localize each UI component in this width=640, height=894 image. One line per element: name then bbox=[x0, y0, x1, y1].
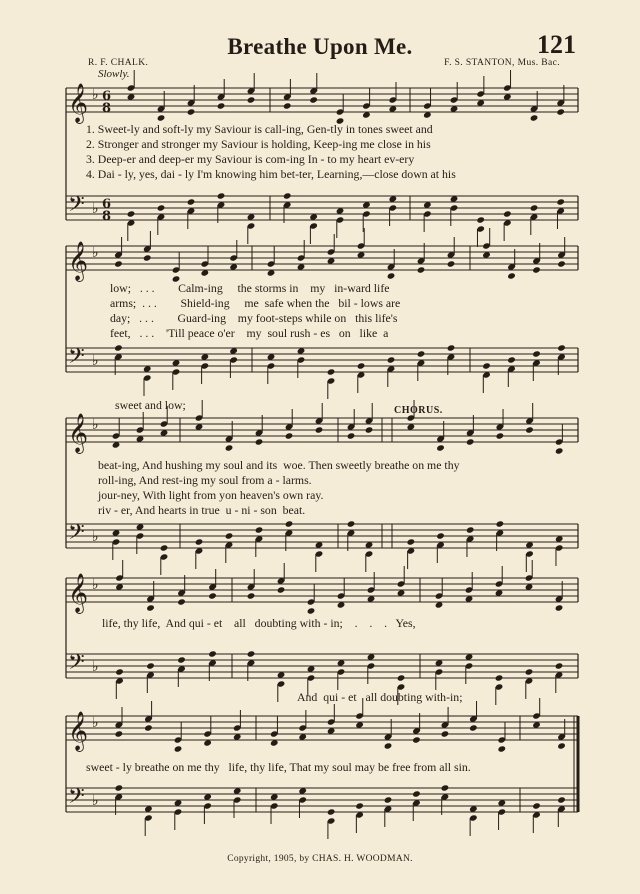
note-head-icon bbox=[556, 198, 565, 205]
time-signature-icon: 8 bbox=[102, 101, 112, 116]
note-head-icon bbox=[557, 742, 566, 749]
note-head-icon bbox=[143, 254, 152, 261]
flat-icon: ♭ bbox=[92, 715, 99, 731]
lyric-line: day; . . . Guard-ing my foot-steps while on this life's bbox=[110, 311, 398, 325]
treble-clef-icon: 𝄞 bbox=[68, 573, 89, 613]
lyric-line: low; . . . Calm-ing the storms in my in-ward life bbox=[110, 281, 390, 295]
note-head-icon bbox=[195, 538, 204, 545]
note-head-icon bbox=[469, 724, 478, 731]
note-head-icon bbox=[114, 260, 123, 267]
note-head-icon bbox=[525, 426, 534, 433]
note-head-icon bbox=[255, 526, 264, 533]
note-head-icon bbox=[417, 350, 426, 357]
copyright-notice: Copyright, 1905, by CHAS. H. WOODMAN. bbox=[227, 854, 413, 864]
note-head-icon bbox=[327, 368, 336, 375]
note-head-icon bbox=[225, 532, 234, 539]
lyric-line: 3. Deep-er and deep-er my Saviour is com-ing In - to my heart ev-ery bbox=[86, 152, 415, 166]
note-head-icon bbox=[557, 796, 566, 803]
note-head-icon bbox=[114, 344, 123, 351]
note-head-icon bbox=[187, 198, 196, 205]
treble-clef-icon: 𝄞 bbox=[68, 83, 89, 123]
hymn-title: Breathe Upon Me. bbox=[227, 34, 413, 59]
lyric-line: roll-ing, And rest-ing my soul from a - larms. bbox=[98, 473, 312, 487]
note-head-icon bbox=[407, 538, 416, 545]
chorus-label: CHORUS. bbox=[394, 405, 443, 416]
lyricist-credit: R. F. CHALK. bbox=[88, 58, 149, 68]
note-head-icon bbox=[255, 438, 264, 445]
lyric-line: 1. Sweet-ly and soft-ly my Saviour is call-ing, Gen-tly in tones sweet and bbox=[86, 122, 433, 136]
note-head-icon bbox=[397, 674, 406, 681]
note-head-icon bbox=[387, 356, 396, 363]
flat-icon: ♭ bbox=[92, 353, 99, 369]
note-head-icon bbox=[357, 362, 366, 369]
composer-credit: F. S. STANTON, Mus. Bac. bbox=[444, 58, 560, 68]
lyric-line: And qui - et all doubting with-in; bbox=[297, 690, 463, 704]
hymn-number: 121 bbox=[537, 30, 576, 59]
note-head-icon bbox=[447, 344, 456, 351]
lyric-line: beat-ing, And hushing my soul and its woe. Then sweetly breathe on me thy bbox=[98, 458, 460, 472]
note-head-icon bbox=[225, 444, 234, 451]
note-head-icon bbox=[387, 272, 396, 279]
note-head-icon bbox=[436, 444, 445, 451]
note-head-icon bbox=[441, 784, 450, 791]
flat-icon: ♭ bbox=[92, 577, 99, 593]
note-head-icon bbox=[417, 266, 426, 273]
lyric-line: feet, . . . 'Till peace o'er my soul rush - es on like a bbox=[110, 326, 389, 340]
note-head-icon bbox=[384, 742, 393, 749]
note-head-icon bbox=[277, 586, 286, 593]
note-head-icon bbox=[532, 802, 541, 809]
note-head-icon bbox=[555, 662, 564, 669]
lyric-line: jour-ney, With light from yon heaven's own ray. bbox=[98, 488, 324, 502]
bass-clef-icon: 𝄢 bbox=[68, 520, 85, 550]
note-head-icon bbox=[315, 426, 324, 433]
time-signature-icon: 6 bbox=[102, 197, 112, 212]
note-head-icon bbox=[327, 808, 336, 815]
note-head-icon bbox=[115, 668, 124, 675]
note-head-icon bbox=[247, 592, 256, 599]
note-head-icon bbox=[532, 266, 541, 273]
lyric-line: life, thy life, And qui - et all doubting with - in; . . . Yes, bbox=[102, 616, 416, 630]
note-head-icon bbox=[177, 656, 186, 663]
note-head-icon bbox=[555, 604, 564, 611]
bass-clef-icon: 𝄢 bbox=[68, 784, 85, 814]
note-head-icon bbox=[177, 598, 186, 605]
note-head-icon bbox=[146, 604, 155, 611]
note-head-icon bbox=[285, 432, 294, 439]
note-head-icon bbox=[412, 790, 421, 797]
flat-icon: ♭ bbox=[92, 87, 99, 103]
flat-icon: ♭ bbox=[92, 201, 99, 217]
flat-icon: ♭ bbox=[92, 793, 99, 809]
lyric-line: sweet and low; bbox=[115, 398, 186, 412]
note-head-icon bbox=[115, 730, 124, 737]
bass-clef-icon: 𝄢 bbox=[68, 344, 85, 374]
note-head-icon bbox=[157, 114, 166, 121]
note-head-icon bbox=[495, 674, 504, 681]
time-signature-icon: 6 bbox=[102, 89, 112, 104]
tempo-marking: Slowly. bbox=[98, 68, 130, 80]
note-head-icon bbox=[247, 650, 256, 657]
note-head-icon bbox=[412, 736, 421, 743]
note-head-icon bbox=[556, 108, 565, 115]
lyric-line: sweet - ly breathe on me thy life, thy life, That my soul may be free from all sin. bbox=[86, 760, 471, 774]
note-head-icon bbox=[217, 102, 226, 109]
note-head-icon bbox=[384, 796, 393, 803]
note-head-icon bbox=[525, 668, 534, 675]
note-head-icon bbox=[482, 362, 491, 369]
note-head-icon bbox=[146, 662, 155, 669]
note-head-icon bbox=[187, 108, 196, 115]
note-head-icon bbox=[555, 447, 564, 454]
treble-clef-icon: 𝄞 bbox=[68, 413, 89, 453]
note-head-icon bbox=[507, 272, 516, 279]
flat-icon: ♭ bbox=[92, 529, 99, 545]
note-head-icon bbox=[436, 532, 445, 539]
note-head-icon bbox=[247, 96, 256, 103]
note-head-icon bbox=[283, 192, 292, 199]
bass-clef-icon: 𝄢 bbox=[68, 650, 85, 680]
lyric-line: riv - er, And hearts in true u - ni - son beat. bbox=[98, 503, 306, 517]
note-head-icon bbox=[355, 802, 364, 809]
note-head-icon bbox=[466, 438, 475, 445]
note-head-icon bbox=[530, 114, 539, 121]
note-head-icon bbox=[557, 344, 566, 351]
note-head-icon bbox=[160, 544, 169, 551]
lyric-line: 4. Dai - ly, yes, dai - ly I'm knowing him bet-ter, Learning,—close down at his bbox=[86, 167, 456, 181]
note-head-icon bbox=[208, 650, 217, 657]
note-head-icon bbox=[447, 260, 456, 267]
note-head-icon bbox=[347, 432, 356, 439]
note-head-icon bbox=[507, 356, 516, 363]
note-head-icon bbox=[347, 520, 356, 527]
treble-clef-icon: 𝄞 bbox=[68, 711, 89, 751]
note-head-icon bbox=[307, 607, 316, 614]
note-head-icon bbox=[283, 102, 292, 109]
note-head-icon bbox=[157, 204, 166, 211]
flat-icon: ♭ bbox=[92, 659, 99, 675]
note-head-icon bbox=[309, 96, 318, 103]
note-head-icon bbox=[503, 210, 512, 217]
note-head-icon bbox=[115, 784, 124, 791]
bass-clef-icon: 𝄢 bbox=[68, 192, 85, 222]
note-head-icon bbox=[365, 426, 374, 433]
lyric-line: arms; . . . Shield-ing me safe when the bil - lows are bbox=[110, 296, 401, 310]
note-head-icon bbox=[174, 745, 183, 752]
note-head-icon bbox=[466, 526, 475, 533]
note-head-icon bbox=[285, 520, 294, 527]
note-head-icon bbox=[476, 216, 485, 223]
note-head-icon bbox=[557, 260, 566, 267]
treble-clef-icon: 𝄞 bbox=[68, 241, 89, 281]
note-head-icon bbox=[208, 592, 217, 599]
time-signature-icon: 8 bbox=[102, 209, 112, 224]
note-head-icon bbox=[532, 350, 541, 357]
flat-icon: ♭ bbox=[92, 245, 99, 261]
lyric-line: 2. Stronger and stronger my Saviour is holding, Keep-ing me close in his bbox=[86, 137, 431, 151]
note-head-icon bbox=[217, 192, 226, 199]
note-head-icon bbox=[496, 432, 505, 439]
note-head-icon bbox=[441, 730, 450, 737]
note-head-icon bbox=[496, 520, 505, 527]
flat-icon: ♭ bbox=[92, 417, 99, 433]
note-head-icon bbox=[530, 204, 539, 211]
note-head-icon bbox=[127, 210, 136, 217]
note-head-icon bbox=[498, 745, 507, 752]
note-head-icon bbox=[144, 724, 153, 731]
